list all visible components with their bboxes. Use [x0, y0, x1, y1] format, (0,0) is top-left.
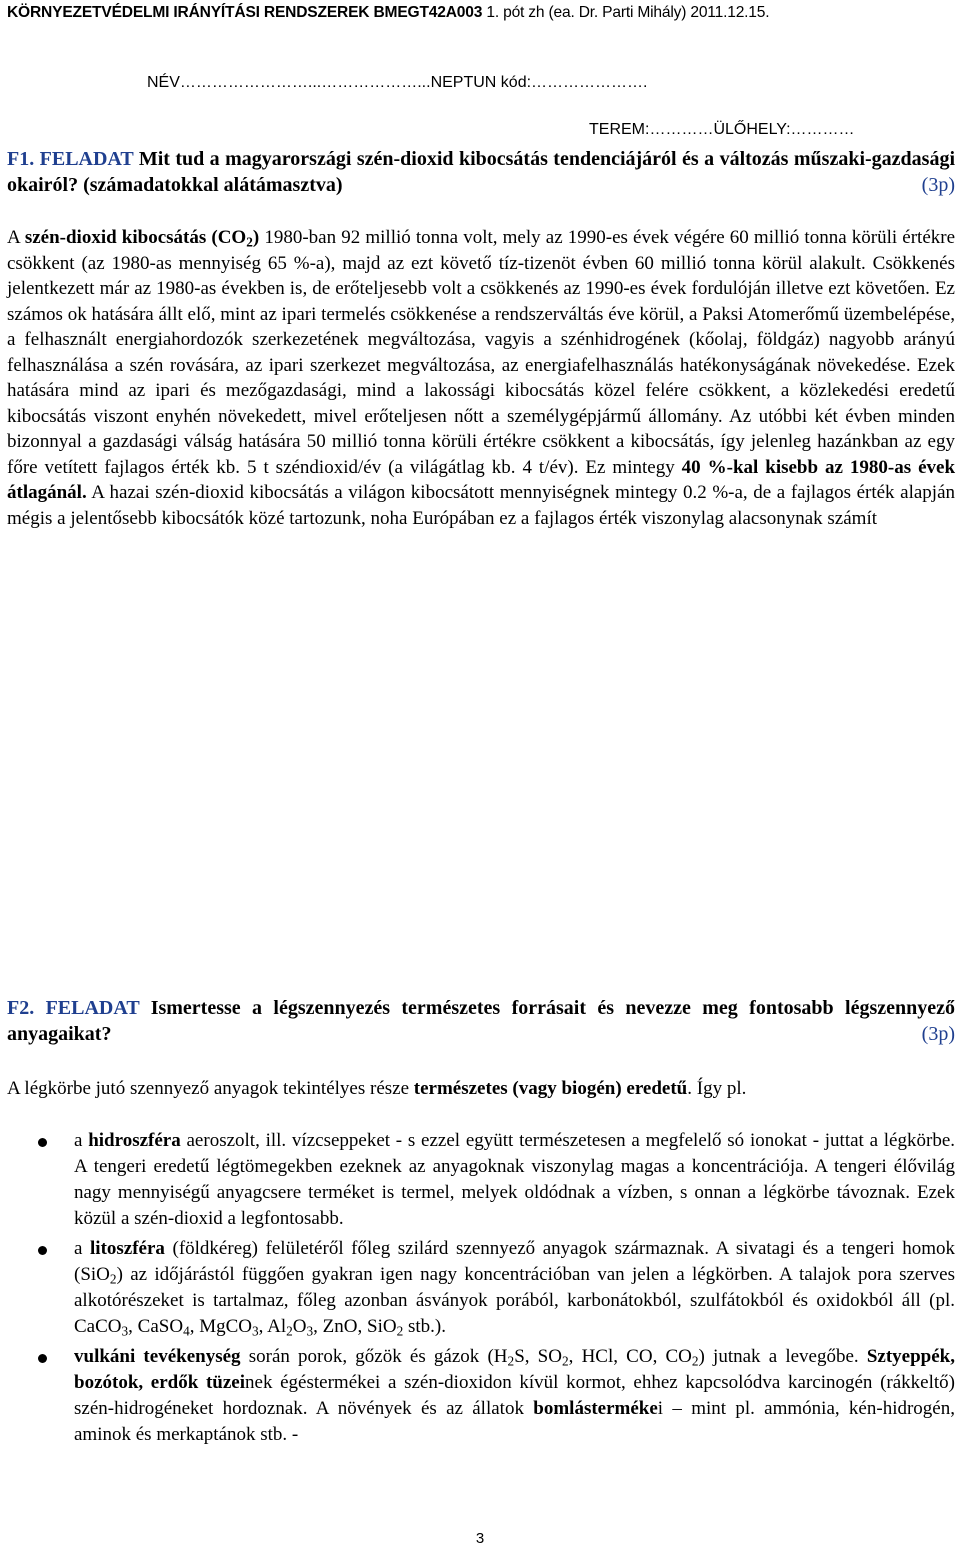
- b2-sub: 4: [183, 1323, 190, 1339]
- task2-points: (3p): [921, 1023, 955, 1045]
- b3-text-a: során porok, gőzök és gázok (H: [248, 1346, 508, 1367]
- room-seat-line: TEREM:…………ÜLŐHELY:…………: [589, 121, 855, 138]
- b1-pre: a: [74, 1130, 83, 1151]
- task1-points: (3p): [921, 174, 955, 196]
- b2-bold: litoszféra: [90, 1238, 165, 1259]
- b1-bold: hidroszféra: [88, 1130, 181, 1151]
- co2-term-text: szén-dioxid kibocsátás (CO: [24, 227, 247, 248]
- natural-sources-list: [7, 1128, 955, 1452]
- b3-t2: , HCl, CO, CO: [568, 1346, 692, 1367]
- b2-sub: 2: [109, 1271, 117, 1287]
- bullet-dot-icon: [38, 1138, 47, 1147]
- list-item-hydrosphere: [7, 1128, 955, 1232]
- b2-sub: 2: [396, 1323, 404, 1339]
- task1-answer: [7, 225, 955, 531]
- b3-sub: 2: [507, 1353, 515, 1369]
- b1-text: aeroszolt, ill. vízcseppeket - s ezzel együtt természetesen a megfelelő só ionokat - juttat a légkörbe. A tengeri eredetű légtömegekben ezeknek az anyagoknak viszonylag magas a koncentrációja. A tengeri élővilág nagy mennyiségű anyagcsere terméket is termel, melyek oldódnak a vízben, s onnan a légkörbe távoznak. Ezek közül a szén-dioxid a legfontosabb.: [74, 1130, 956, 1229]
- b2-sub: 3: [121, 1323, 129, 1339]
- b2-c4: O: [292, 1316, 307, 1337]
- task1-label: F1. FELADAT: [7, 148, 134, 170]
- b2-text-a: (földkéreg) felületéről főleg szilárd szennyező anyagok származnak. A sivatagi és a tengeri homok (SiO: [74, 1238, 955, 1285]
- task1-heading: [7, 146, 955, 198]
- task2-heading: [7, 995, 955, 1047]
- answer-bold-phrase: 40 %-kal kisebb az 1980-as évek átlagánál.: [7, 456, 956, 503]
- intro-bold: természetes (vagy biogén) eredetű: [413, 1078, 688, 1099]
- exam-info: 1. pót zh (ea. Dr. Parti Mihály) 2011.12.15.: [486, 4, 770, 21]
- intro-plain: A légkörbe jutó szennyező anyagok tekintélyes része: [7, 1078, 410, 1099]
- co2-subscript: 2: [246, 234, 253, 250]
- b3-bold2: Sztyeppék, bozótok, erdők tüzei: [74, 1346, 956, 1393]
- task1-question: Mit tud a magyarországi szén-dioxid kibocsátás tendenciájáról és a változás műszaki-gazdasági okairól? (számadatokkal alátámasztva): [7, 148, 956, 196]
- answer-body-1: 1980-ban 92 millió tonna volt, mely az 1990-es évek végére 60 millió tonna körüli értékre csökkent (az 1980-as mennyiség 65 %-a), majd az ezt követő tíz-tizenöt évben 60 millió tonna körül alakult. Csökkenés jelentkezett már az 1980-as években is, de erőteljesebb volt a csökkenés az 1990-es évek fordulóján illetve ezt követően. Ez számos ok hatására állt elő, mint az ipari termelés csökkenése a rendszerváltás éve körül, a Paksi Atomerőmű üzembelépése, a felhasznált energiahordozók szerkezetének megváltozása, vagyis a szénhidrogének (kőolaj, földgáz) nagyobb arányú felhasználása a szén rovására, az ipari szerkezet megváltozása, az energiafelhasználás hatékonyságának növekedése. Ezek hatására mind az ipari és mezőgazdasági, mind a lakossági kibocsátás közel felére csökkent, a közlekedési eredetű kibocsátás viszont enyhén növekedett, mivel erőteljesen nőtt a személygépjármű állomány. Az utóbbi két évben minden bizonnyal a gazdasági válság hatására 50 millió tonna körüli értékre csökkent a kibocsátás, így jelenleg hazánkban az egy főre vetített fajlagos érték kb. 5 t széndioxid/év (a világátlag kb. 4 t/év). Ez mintegy: [7, 227, 956, 478]
- page-number: 3: [475, 1530, 485, 1547]
- b3-bold: vulkáni tevékenység: [74, 1346, 241, 1367]
- task2-label: F2. FELADAT: [7, 997, 140, 1019]
- bullet-dot-icon: [38, 1246, 47, 1255]
- bullet-dot-icon: [38, 1354, 47, 1363]
- answer-body-2: A hazai szén-dioxid kibocsátás a világon kibocsátott mennyiségnek mintegy 0.2 %-a, de a fajlagos érték alapján mégis a jelentősebb kibocsátók közé tartozunk, noha Európában ez a fajlagos érték viszonylag alacsonynak számít: [7, 482, 956, 529]
- name-neptun-line: NÉV……………………...………………...NEPTUN kód:………………….: [147, 74, 648, 91]
- b2-sub: 3: [306, 1323, 314, 1339]
- b3-sub: 2: [561, 1353, 569, 1369]
- b3-t1: S, SO: [514, 1346, 562, 1367]
- task2-intro: [7, 1076, 955, 1102]
- course-title: KÖRNYEZETVÉDELMI IRÁNYÍTÁSI RENDSZEREK BMEGT42A003: [7, 4, 483, 21]
- b2-sub: 2: [286, 1323, 293, 1339]
- b2-pre: a: [74, 1238, 83, 1259]
- b3-text-c: nek égéstermékei a szén-dioxidon kívül kormot, ehhez kapcsolódva karcinogén (rákkeltő) szén-hidrogéneket hordoznak. A növények és az állatok: [74, 1372, 955, 1419]
- b2-c3: , Al: [258, 1316, 287, 1337]
- list-item-volcanic: [7, 1344, 955, 1448]
- b3-t3: ) jutnak a levegőbe.: [698, 1346, 859, 1367]
- list-item-lithosphere: [7, 1236, 955, 1340]
- b2-c1: , CaSO: [128, 1316, 184, 1337]
- b2-sub: 3: [252, 1323, 259, 1339]
- b2-c6: stb.).: [403, 1316, 446, 1337]
- answer-lead-in: A: [7, 227, 20, 248]
- b2-text-b: ) az időjárástól függően gyakran igen nagy koncentrációban van jelen a légkörben. A talajok pora szerves alkotórészeket is tartalmaz, főleg azonban ásványok porából, karbonátokból, szulfátokból és oxidokból áll (pl. CaCO: [74, 1264, 955, 1337]
- b3-bold3: bomlásterméke: [533, 1398, 658, 1419]
- task2-question: Ismertesse a légszennyezés természetes forrásait és nevezze meg fontosabb légszennyező anyagaikat?: [7, 997, 955, 1045]
- b3-sub: 2: [691, 1353, 699, 1369]
- b2-c5: , ZnO, SiO: [313, 1316, 397, 1337]
- b2-c2: , MgCO: [189, 1316, 253, 1337]
- co2-term: szén-dioxid kibocsátás $(CO_2)$: [24, 227, 260, 250]
- b3-text-d: i – mint pl. ammónia, kén-hidrogén, aminok és merkaptánok stb. -: [74, 1398, 955, 1445]
- intro-end: . Így pl.: [687, 1078, 747, 1099]
- page-header: [7, 4, 769, 22]
